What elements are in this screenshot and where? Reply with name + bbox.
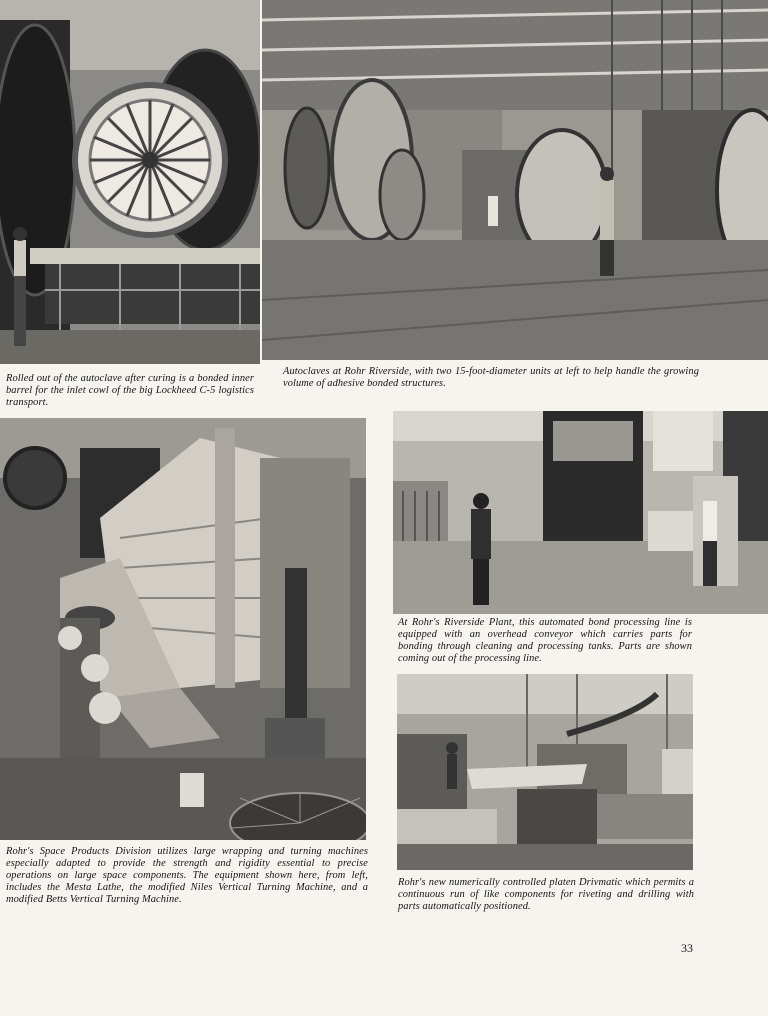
photo-space-products bbox=[0, 418, 366, 840]
photo-autoclaves bbox=[262, 0, 768, 360]
caption-inner-barrel: Rolled out of the autoclave after curing is a bonded inner barrel for the inlet cowl of the big Lockheed C-5 logistics transport. bbox=[6, 373, 254, 408]
photo-bond-line bbox=[393, 411, 768, 614]
photo-drivmatic bbox=[397, 674, 693, 870]
caption-drivmatic: Rohr's new numerically controlled platen Drivmatic which permits a continuous run of like components for riveting and drilling with parts automatically positioned. bbox=[398, 877, 694, 912]
caption-space-products: Rohr's Space Products Division utilizes large wrapping and turning machines especially adapted to provide the strength and rigidity essential to precise operations on large space components. The equipment shown here, from left, includes the Mesta Lathe, the modified Niles Vertical Turning Machine, and a modified Betts Vertical Turning Machine. bbox=[6, 846, 368, 905]
caption-autoclaves: Autoclaves at Rohr Riverside, with two 15-foot-diameter units at left to help handle the growing volume of adhesive bonded structures. bbox=[283, 366, 699, 389]
page-number: 33 bbox=[681, 941, 693, 955]
photo-inner-barrel bbox=[0, 0, 260, 364]
caption-bond-line: At Rohr's Riverside Plant, this automated bond processing line is equipped with an overhead conveyor which carries parts for bonding through cleaning and processing tanks. Parts are shown coming out of the processing line. bbox=[398, 617, 692, 664]
